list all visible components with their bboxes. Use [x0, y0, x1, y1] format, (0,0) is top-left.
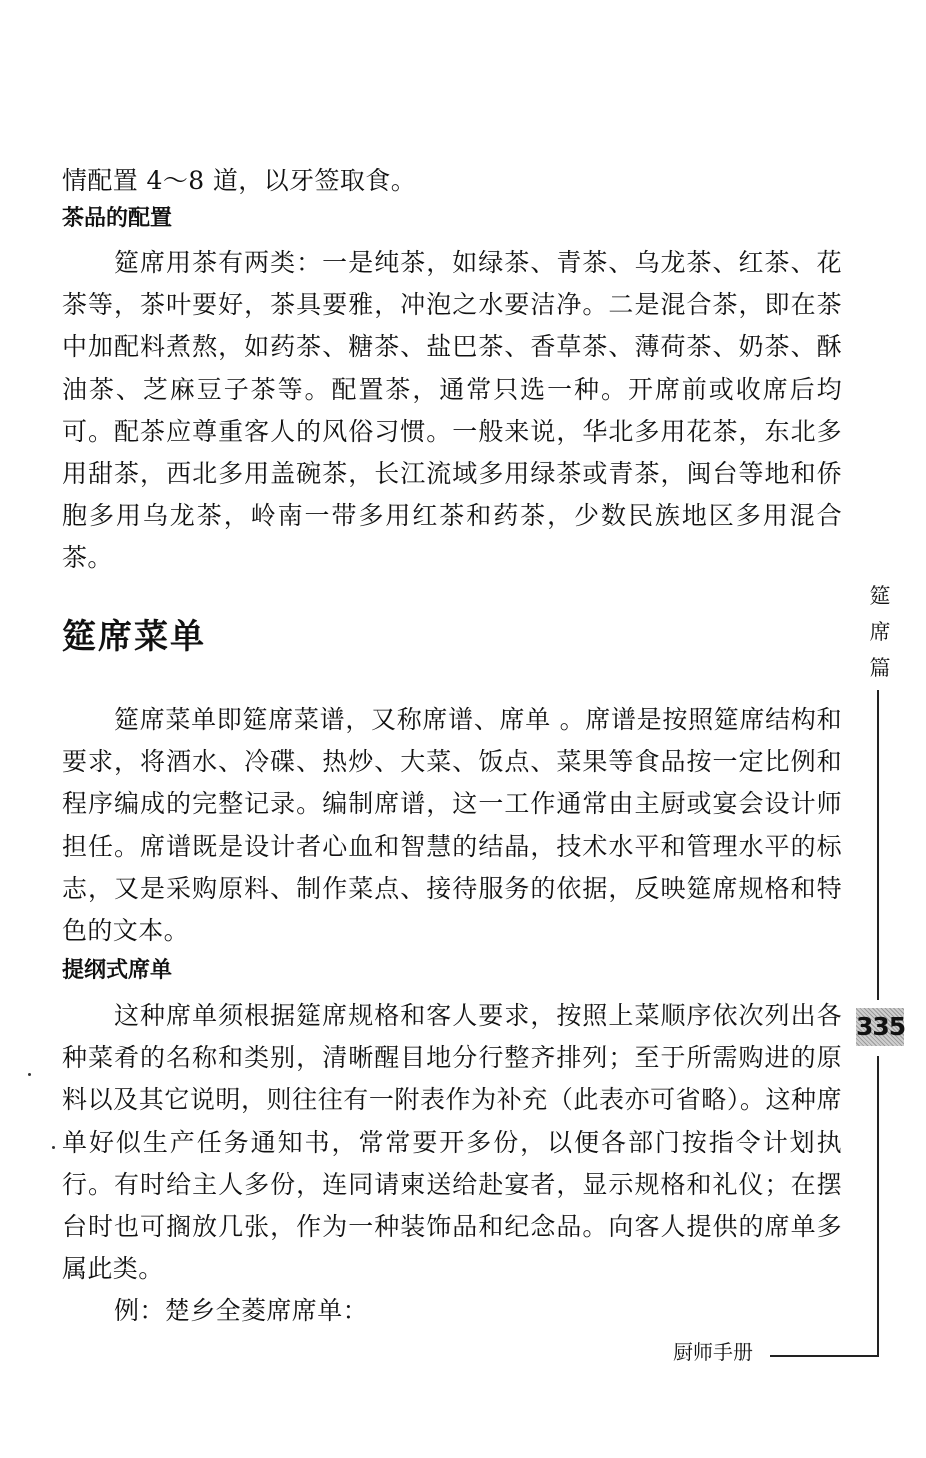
scan-speck [52, 1146, 55, 1149]
page-number: 335 [856, 1008, 904, 1046]
footer-book-title: 厨师手册 [673, 1340, 753, 1364]
paragraph-continuation: 情配置 4～8 道，以牙签取食。 [62, 166, 417, 195]
paragraph-outline-menu: 这种席单须根据筵席规格和客人要求，按照上菜顺序依次列出各种菜肴的名称和类别，清晰醒目地分行整齐排列；至于所需购进的原料以及其它说明，则往往有一附表作为补充（此表亦可省略）。这种席单好似生产任务通知书，常常要开多份，以便各部门按指令计划执行。有时给主人多份，连同请柬送给赴宴者，显示规格和礼仪；在摆台时也可搁放几张，作为一种装饰品和纪念品。向客人提供的席单多属此类。 [62, 1001, 842, 1284]
margin-rule-lower [877, 1056, 879, 1357]
paragraph-menu-intro: 筵席菜单即筵席菜谱，又称席谱、席单 。席谱是按照筵席结构和要求，将酒水、冷碟、热炒、大菜、饭点、菜果等食品按一定比例和程序编成的完整记录。编制席谱，这一工作通常由主厨或宴会设计师担任。席谱既是设计者心血和智慧的结晶，技术水平和管理水平的标志，又是采购原料、制作菜点、接待服务的依据，反映筵席规格和特色的文本。 [62, 705, 842, 946]
subheading-outline-menu: 提纲式席单 [62, 958, 173, 983]
section-title-banquet-menu: 筵席菜单 [62, 617, 206, 657]
chapter-char: 筵 [869, 584, 891, 608]
scan-speck [28, 1073, 31, 1076]
footer-rule [770, 1355, 879, 1357]
subheading-tea-configuration: 茶品的配置 [62, 206, 173, 231]
paragraph-example: 例：楚乡全菱席席单： [114, 1296, 369, 1325]
chapter-char: 席 [869, 620, 891, 644]
chapter-char: 篇 [869, 656, 891, 680]
margin-rule-upper [877, 690, 879, 1000]
paragraph-tea: 筵席用茶有两类：一是纯茶，如绿茶、青茶、乌龙茶、红茶、花茶等，茶叶要好，茶具要雅，冲泡之水要洁净。二是混合茶，即在茶中加配料煮熬，如药茶、糖茶、盐巴茶、香草茶、薄荷茶、奶茶、酥油茶、芝麻豆子茶等。配置茶，通常只选一种。开席前或收席后均可。配茶应尊重客人的风俗习惯。一般来说，华北多用花茶，东北多用甜茶，西北多用盖碗茶，长江流域多用绿茶或青茶，闽台等地和侨胞多用乌龙茶，岭南一带多用红茶和药茶，少数民族地区多用混合茶。 [62, 248, 842, 573]
chapter-tab [866, 578, 894, 686]
